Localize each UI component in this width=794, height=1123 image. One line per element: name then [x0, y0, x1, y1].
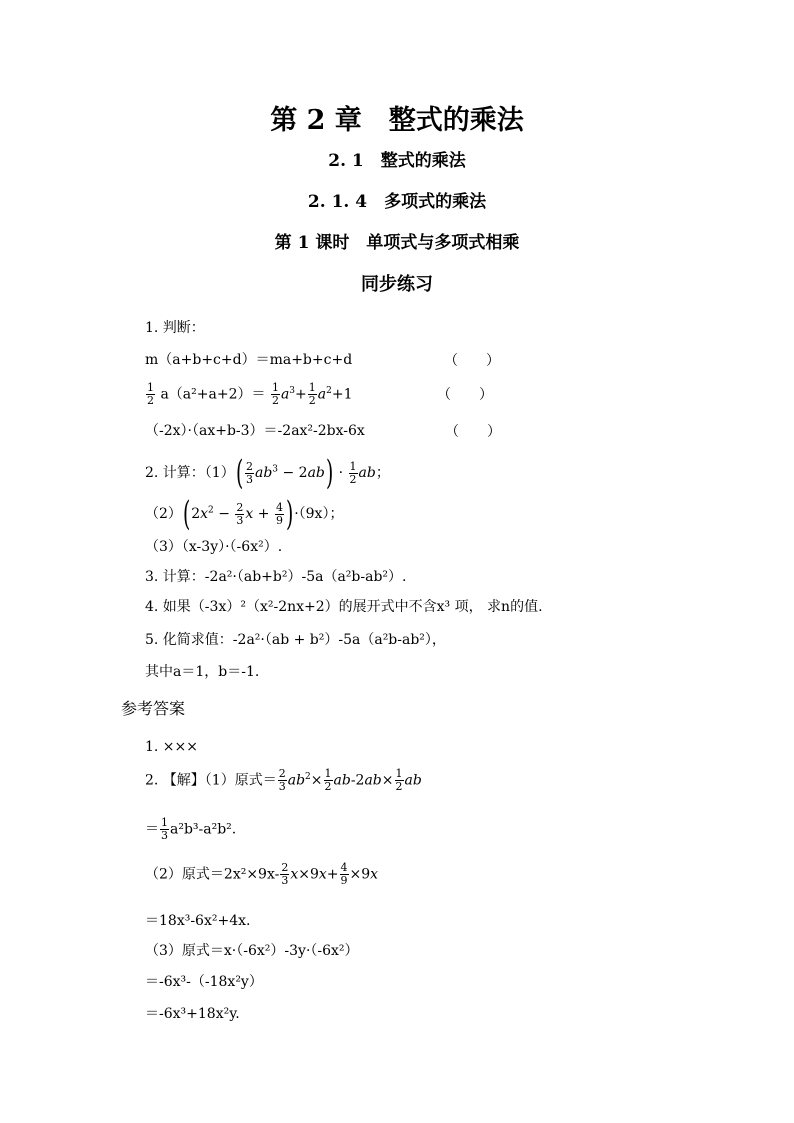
answer-2-part3-result: ＝-6x³+18x²y. [145, 1006, 240, 1022]
answer-2-part2-result: ＝18x³-6x²+4x. [145, 913, 251, 929]
q1-a-answer-blank: （ ） [444, 353, 500, 369]
q5-condition: 其中a＝1，b＝-1. [145, 664, 260, 680]
q1-b-answer-blank: （ ） [437, 387, 493, 403]
q1-c-answer-blank: （ ） [445, 424, 501, 440]
lesson-title: 第 1 课时 单项式与多项式相乘 [274, 233, 520, 253]
exercise-title: 同步练习 [361, 274, 433, 295]
q1-c-statement: （-2x）·（ax+b-3）＝-2ax²-2bx-6x [145, 423, 365, 439]
q1-label: 1. 判断： [145, 320, 205, 336]
answer-2-part3-step: ＝-6x³-（-18x²y） [145, 974, 263, 990]
answer-2-part3: （3）原式＝x·（-6x²）-3y·（-6x²） [145, 943, 359, 959]
q3: 3. 计算：-2a²·（ab+b²）-5a（a²b-ab²）. [145, 569, 407, 585]
fraction-half: $\frac{1}{2}$ [147, 381, 154, 407]
chapter-title: 第 2 章 整式的乘法 [270, 105, 524, 136]
q4: 4. 如果（-3x）²（x²-2nx+2）的展开式中不含x³ 项， 求n的值. [145, 599, 543, 615]
answer-2-part1: 2. 【解】（1）原式＝ $\frac{2}{3}$ $ab^2\times$ $\frac{1}{2}$ ab-2ab× $\frac{1}{2}$ ab [145, 767, 422, 793]
q5: 5. 化简求值：-2a²·（ab + b²）-5a（a²b-ab²）， [145, 632, 446, 648]
answer-1: 1. ××× [145, 739, 198, 755]
q2-part1: 2. 计算：（1）( $\frac{2}{3}$ $ab^3 - 2ab$) · $\frac{1}{2}$ ab； [145, 453, 390, 493]
answer-2-part2: （2）原式＝2x²×9x- $\frac{2}{3}$ x×9x+ $\frac{4}{9}$ ×9x [145, 861, 379, 887]
section-title: 2. 1 整式的乘法 [328, 151, 466, 171]
subsection-title: 2. 1. 4 多项式的乘法 [307, 192, 487, 212]
answers-heading: 参考答案 [121, 699, 186, 718]
q2-part3: （3）（x-3y）·（-6x²）. [145, 539, 283, 555]
answer-2-part1-result: ＝ $\frac{1}{3}$ a²b³-a²b². [145, 816, 237, 842]
q1-b-statement: $\frac{1}{2}$ a（a²+a+2）＝ $\frac{1}{2}$ $a^3+$ $\frac{1}{2}$ $a^2+1$ [147, 381, 353, 407]
q2-part2: $(2)(2x^2$ − $\frac{2}{3}$ x + $\frac{4}{9}$ )·（9x）； [145, 494, 344, 534]
q1-a-statement: m（a+b+c+d）＝ma+b+c+d [145, 352, 353, 368]
